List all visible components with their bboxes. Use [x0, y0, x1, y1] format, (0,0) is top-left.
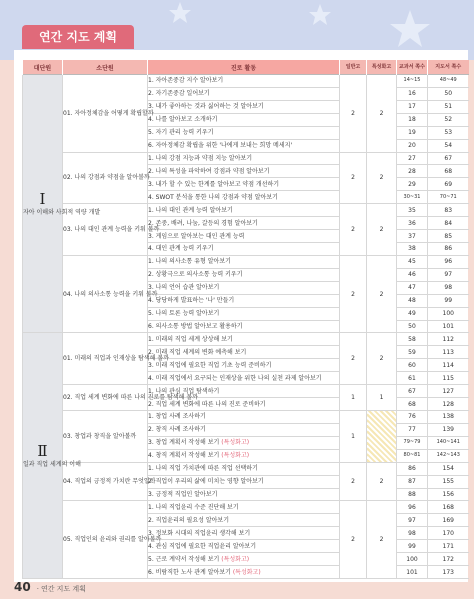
activity-text: 2. 존중, 배려, 나눔, 갈등의 경험 알아보기: [148, 219, 258, 227]
guidebook-page: 114: [428, 359, 469, 372]
activity-text: 3. 게임으로 알아보는 대인 관계 능력: [148, 232, 245, 240]
guidebook-page: 142~143: [428, 449, 469, 462]
textbook-page: 96: [397, 501, 428, 514]
activity-text: 1. 나의 강점 지능과 약점 지능 알아보기: [148, 154, 253, 162]
special-school-hours: 2: [367, 75, 397, 153]
activity-text: 3. 미래 직업에 필요한 직업 기초 능력 준비하기: [148, 361, 272, 369]
guidebook-page: 115: [428, 372, 469, 385]
activity-cell: [148, 100, 340, 113]
guidebook-page: 138: [428, 410, 469, 423]
activity-text: 4. 대인 관계 능력 키우기: [148, 245, 214, 253]
sub-unit-title: 04. 직업의 긍정적 가치란 무엇일까: [63, 462, 148, 501]
major-unit-cell: [23, 75, 101, 333]
general-school-hours: 2: [340, 204, 367, 256]
special-school-hours: 2: [367, 152, 397, 204]
textbook-page: 97: [397, 514, 428, 527]
activity-text: 2. 자기존중감 일어보기: [148, 90, 210, 98]
activity-cell: [148, 165, 340, 178]
special-school-tag: (특성화고): [232, 568, 261, 576]
textbook-page: 58: [397, 333, 428, 346]
textbook-page: 47: [397, 281, 428, 294]
activity-cell: [148, 527, 340, 540]
activity-cell: [148, 217, 340, 230]
table-row: [23, 410, 469, 423]
special-school-hours: 2: [367, 462, 397, 501]
activity-text: 5. 근로 계약서 작성해 보기: [148, 555, 222, 563]
table-row: [23, 333, 469, 346]
activity-text: 2. 미래 직업 세계의 변화 예측해 보기: [148, 348, 247, 356]
activity-cell: [148, 191, 340, 204]
activity-text: 4. 나를 알아보고 소개하기: [148, 116, 218, 124]
guidebook-page: 128: [428, 398, 469, 411]
textbook-page: 59: [397, 346, 428, 359]
textbook-page: 49: [397, 307, 428, 320]
textbook-page: 17: [397, 100, 428, 113]
textbook-page: 14~15: [397, 75, 428, 88]
textbook-page: 77: [397, 423, 428, 436]
activity-text: 3. 창업 계획서 작성해 보기: [148, 439, 222, 447]
textbook-page: 98: [397, 527, 428, 540]
header-special-school: 특성화고: [367, 60, 397, 75]
guidebook-page: 53: [428, 126, 469, 139]
textbook-page: 29: [397, 178, 428, 191]
activity-cell: [148, 204, 340, 217]
textbook-page: 35: [397, 204, 428, 217]
activity-cell: [148, 346, 340, 359]
activity-text: 6. 의사소통 방법 알아보고 활용하기: [148, 322, 243, 330]
guidebook-page: 99: [428, 294, 469, 307]
textbook-page: 80~81: [397, 449, 428, 462]
activity-cell: [148, 423, 340, 436]
guidebook-page: 67: [428, 152, 469, 165]
table-header-row: [23, 60, 469, 75]
guidebook-page: 140~141: [428, 436, 469, 449]
activity-text: 3. 내가 좋아하는 것과 싫어하는 것 알아보기: [148, 103, 264, 111]
activity-text: 1. 나의 대인 관계 능력 알아보기: [148, 206, 233, 214]
guidebook-page: 83: [428, 204, 469, 217]
activity-cell: [148, 398, 340, 411]
activity-cell: [148, 294, 340, 307]
textbook-page: 61: [397, 372, 428, 385]
textbook-page: 50: [397, 320, 428, 333]
activity-cell: [148, 553, 340, 566]
section-title: 연간 지도 계획: [22, 25, 134, 49]
sub-unit-title: 04. 나의 의사소통 능력을 키워 볼까: [63, 255, 148, 333]
guidebook-page: 69: [428, 178, 469, 191]
activity-cell: [148, 359, 340, 372]
textbook-page: 101: [397, 566, 428, 579]
activity-text: 6. 비람직한 노사 관계 알아보기: [148, 568, 233, 576]
activity-text: 1. 자아존중감 지수 알아보기: [148, 77, 224, 85]
header-textbook-pages: 교과서 쪽수: [397, 60, 428, 75]
special-school-tag: (특성화고): [221, 439, 250, 447]
guidebook-page: 101: [428, 320, 469, 333]
guidebook-page: 84: [428, 217, 469, 230]
activity-cell: [148, 113, 340, 126]
textbook-page: 88: [397, 488, 428, 501]
header-sub-unit: 소단원: [63, 60, 148, 75]
guidebook-page: 154: [428, 462, 469, 475]
activity-cell: [148, 540, 340, 553]
header-major-unit: 대단원: [23, 60, 63, 75]
activity-cell: [148, 566, 340, 579]
textbook-page: 37: [397, 230, 428, 243]
activity-cell: [148, 475, 340, 488]
page-footer: [14, 580, 86, 596]
activity-cell: [148, 281, 340, 294]
textbook-page: 79~79: [397, 436, 428, 449]
activity-text: 2. 상황극으로 의사소통 능력 키우기: [148, 271, 243, 279]
sub-unit-title: 05. 직업인의 윤리와 권리를 알아볼까: [63, 501, 148, 579]
guidebook-page: 112: [428, 333, 469, 346]
table-row: [23, 501, 469, 514]
activity-cell: [148, 255, 340, 268]
activity-text: 4. 관심 직업에 필요한 직업윤리 알아보기: [148, 542, 256, 550]
activity-text: 3. 정보화 시대의 직업윤리 생각해 보기: [148, 529, 251, 537]
activity-cell: [148, 410, 340, 423]
sub-unit-title: 03. 창업과 창직을 알아볼까: [63, 410, 148, 462]
special-school-hours: 2: [367, 204, 397, 256]
activity-text: 1. 나의 관심 직업 탐색하기: [148, 387, 220, 395]
activity-text: 2. 직업이 우리의 삶에 미치는 영향 알아보기: [148, 478, 264, 486]
guidebook-page: 127: [428, 385, 469, 398]
annual-plan-table: [22, 60, 469, 579]
textbook-page: 87: [397, 475, 428, 488]
textbook-page: 67: [397, 385, 428, 398]
guidebook-page: 113: [428, 346, 469, 359]
guidebook-page: 70~71: [428, 191, 469, 204]
activity-cell: [148, 449, 340, 462]
guidebook-page: 68: [428, 165, 469, 178]
guidebook-page: 171: [428, 540, 469, 553]
activity-cell: [148, 436, 340, 449]
general-school-hours: 1: [340, 385, 367, 411]
activity-text: 4. 창직 계획서 작성해 보기: [148, 452, 222, 460]
guidebook-page: 100: [428, 307, 469, 320]
activity-text: 1. 미래의 직업 세계 상상해 보기: [148, 335, 233, 343]
guidebook-page: 172: [428, 553, 469, 566]
activity-cell: [148, 242, 340, 255]
textbook-page: 18: [397, 113, 428, 126]
guidebook-page: 51: [428, 100, 469, 113]
activity-cell: [148, 488, 340, 501]
textbook-page: 86: [397, 462, 428, 475]
textbook-page: 36: [397, 217, 428, 230]
activity-text: 5. 나의 토론 능력 알아보기: [148, 310, 220, 318]
activity-text: 4. SWOT 분석을 통한 나의 강점과 약점 알아보기: [148, 193, 278, 201]
general-school-hours: 2: [340, 501, 367, 579]
guidebook-page: 169: [428, 514, 469, 527]
guidebook-page: 173: [428, 566, 469, 579]
guidebook-page: 52: [428, 113, 469, 126]
guidebook-page: 168: [428, 501, 469, 514]
special-school-hours: 2: [367, 501, 397, 579]
general-school-hours: 1: [340, 410, 367, 462]
general-school-hours: 2: [340, 462, 367, 501]
activity-text: 3. 긍정적 직업인 알아보기: [148, 490, 218, 498]
header-guidebook-pages: 지도서 쪽수: [428, 60, 469, 75]
guidebook-page: 54: [428, 139, 469, 152]
activity-cell: [148, 152, 340, 165]
special-school-tag: (특성화고): [221, 555, 250, 563]
activity-text: 2. 직업 세계 변화에 따른 나의 진로 준비하기: [148, 400, 266, 408]
general-school-hours: 2: [340, 152, 367, 204]
activity-cell: [148, 501, 340, 514]
header-activity: 진로 활동: [148, 60, 340, 75]
guidebook-page: 155: [428, 475, 469, 488]
general-school-hours: 2: [340, 333, 367, 385]
textbook-page: 30~31: [397, 191, 428, 204]
major-unit-cell: [23, 333, 81, 579]
table-row: [23, 462, 469, 475]
guidebook-page: 96: [428, 255, 469, 268]
sub-unit-title: 02. 나의 강점과 약점을 알아볼까: [63, 152, 148, 204]
activity-text: 4. 미래 직업에서 요구되는 인재상을 위한 나의 실천 과제 알아보기: [148, 374, 322, 382]
textbook-page: 76: [397, 410, 428, 423]
sub-unit-title: 01. 자아정체감을 어떻게 확립할까: [63, 75, 148, 153]
guidebook-page: 98: [428, 281, 469, 294]
major-unit-title: 자아 이해와 사회적 역량 개발: [23, 209, 101, 217]
activity-cell: [148, 307, 340, 320]
special-school-hours: 2: [367, 333, 397, 385]
activity-cell: [148, 320, 340, 333]
activity-text: 1. 나의 의사소통 유형 알아보기: [148, 258, 231, 266]
activity-cell: [148, 372, 340, 385]
special-school-hours: 1: [367, 385, 397, 411]
guidebook-page: 170: [428, 527, 469, 540]
activity-text: 2. 직업윤리의 필요성 알아보기: [148, 516, 229, 524]
table-row: [23, 255, 469, 268]
table-body: [23, 75, 469, 579]
textbook-page: 100: [397, 553, 428, 566]
activity-cell: [148, 178, 340, 191]
unit-numeral: Ⅱ: [37, 442, 48, 461]
textbook-page: 45: [397, 255, 428, 268]
major-unit-title: 일과 직업 세계의 이해: [23, 461, 81, 469]
sub-unit-title: 03. 나의 대인 관계 능력을 키워 볼까: [63, 204, 148, 256]
activity-cell: [148, 462, 340, 475]
textbook-page: 19: [397, 126, 428, 139]
general-school-hours: 2: [340, 75, 367, 153]
activity-text: 1. 나의 직업윤리 수준 진단해 보기: [148, 503, 239, 511]
textbook-page: 60: [397, 359, 428, 372]
guidebook-page: 85: [428, 230, 469, 243]
guidebook-page: 139: [428, 423, 469, 436]
textbook-page: 48: [397, 294, 428, 307]
activity-cell: [148, 514, 340, 527]
activity-cell: [148, 126, 340, 139]
guidebook-page: 50: [428, 87, 469, 100]
textbook-page: 27: [397, 152, 428, 165]
activity-text: 4. 당당하게 발표하는 '나' 만들기: [148, 297, 235, 305]
guidebook-page: 156: [428, 488, 469, 501]
textbook-page: 99: [397, 540, 428, 553]
table-row: [23, 75, 469, 88]
footer-label: · 연간 지도 계획: [37, 584, 86, 594]
activity-cell: [148, 75, 340, 88]
textbook-page: 68: [397, 398, 428, 411]
activity-cell: [148, 268, 340, 281]
table-row: [23, 385, 469, 398]
activity-text: 2. 나의 특성을 파악하여 강점과 약점 알아보기: [148, 167, 270, 175]
activity-text: 2. 창직 사례 조사하기: [148, 426, 206, 434]
activity-cell: [148, 87, 340, 100]
unit-numeral: Ⅰ: [39, 190, 46, 209]
special-school-hours: [367, 410, 397, 462]
textbook-page: 28: [397, 165, 428, 178]
general-school-hours: 2: [340, 255, 367, 333]
activity-text: 1. 나의 직업 가치관에 따른 직업 선택하기: [148, 465, 258, 473]
header-general-school: 일반고: [340, 60, 367, 75]
activity-text: 6. 자아정체감 확립을 위한 '나에게 보내는 희망 메세지': [148, 142, 293, 150]
page-number: 40: [14, 580, 31, 594]
textbook-page: 20: [397, 139, 428, 152]
activity-text: 5. 자기 관리 능력 키우기: [148, 129, 214, 137]
activity-text: 3. 내가 할 수 있는 한계를 알아보고 약점 개선하기: [148, 180, 280, 188]
textbook-page: 46: [397, 268, 428, 281]
activity-cell: [148, 139, 340, 152]
special-school-hours: 2: [367, 255, 397, 333]
activity-text: 1. 창업 사례 조사하기: [148, 413, 206, 421]
table-row: [23, 152, 469, 165]
guidebook-page: 86: [428, 242, 469, 255]
guidebook-page: 97: [428, 268, 469, 281]
guidebook-page: 48~49: [428, 75, 469, 88]
textbook-page: 16: [397, 87, 428, 100]
sub-unit-title: 01. 미래의 직업과 인재상을 탐색해 볼까: [63, 333, 148, 385]
activity-cell: [148, 333, 340, 346]
activity-text: 3. 나의 언어 습관 알아보기: [148, 284, 220, 292]
textbook-page: 38: [397, 242, 428, 255]
special-school-tag: (특성화고): [221, 452, 250, 460]
sub-unit-title: 02. 직업 세계 변화에 따른 나의 진로를 탐색해 볼까: [63, 385, 148, 411]
activity-cell: [148, 230, 340, 243]
